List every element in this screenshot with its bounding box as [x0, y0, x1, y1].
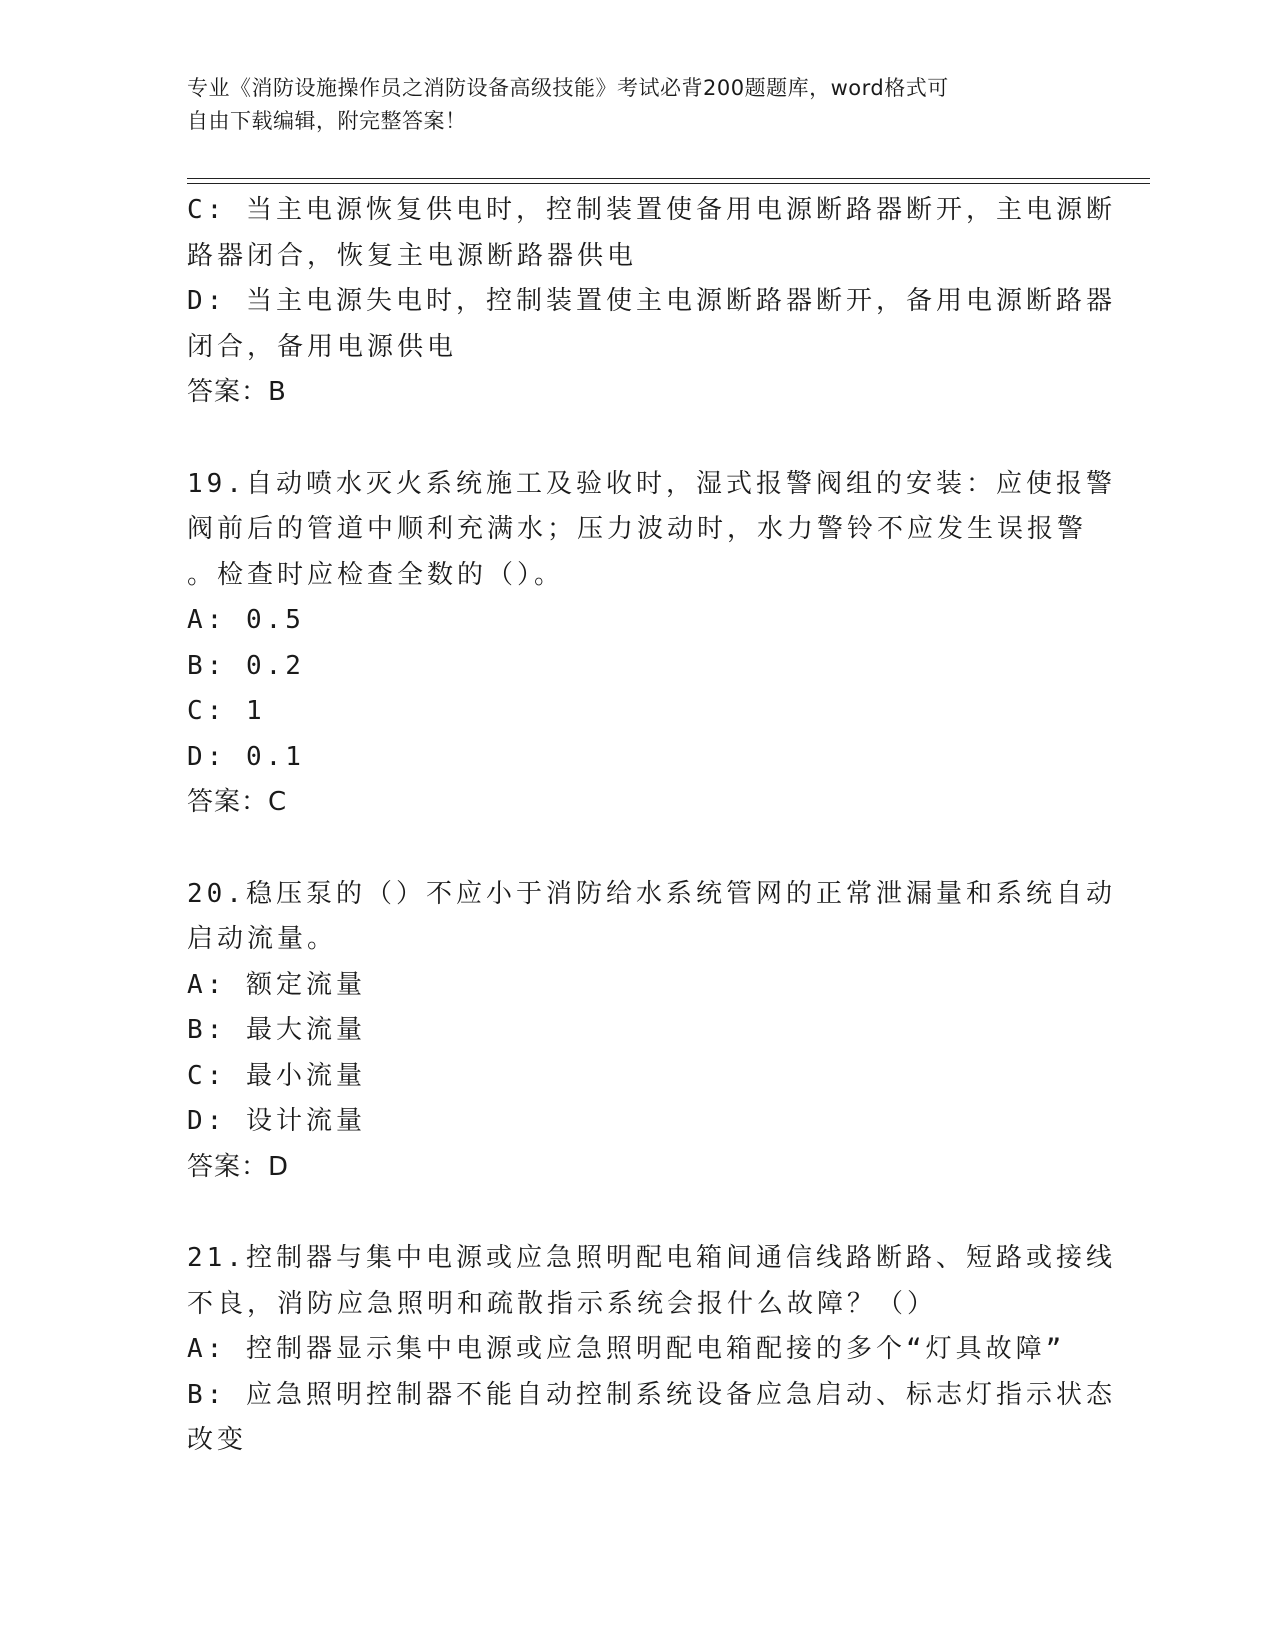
header-rule-top: [187, 178, 1150, 179]
option-c-line-1: C: 当主电源恢复供电时，控制装置使备用电源断路器断开，主电源断: [187, 195, 1116, 225]
option-b: B: 最大流量: [187, 1015, 366, 1045]
option-a: A: 额定流量: [187, 969, 366, 1000]
question-stem-line-2: 不良，消防应急照明和疏散指示系统会报什么故障？（）: [187, 1288, 938, 1319]
option-b-line-1: B: 应急照明控制器不能自动控制系统设备应急启动、标志灯指示状态: [187, 1379, 1116, 1410]
spacer: [187, 826, 1077, 872]
question-21: [187, 1236, 1116, 1464]
header-line-1: 专业《消防设施操作员之消防设备高级技能》考试必背200题题库，word格式可: [187, 76, 949, 100]
question-stem-line-2: 启动流量。: [187, 924, 338, 954]
question-19: [187, 462, 1116, 826]
question-stem-line-1: 19.自动喷水灭火系统施工及验收时，湿式报警阀组的安装：应使报警: [187, 468, 1116, 499]
question-stem-line-2: 阀前后的管道中顺利充满水；压力波动时，水力警铃不应发生误报警: [187, 514, 1088, 544]
option-c: C: 1: [187, 696, 266, 726]
question-stem-line-1: 20.稳压泵的（）不应小于消防给水系统管网的正常泄漏量和系统自动: [187, 878, 1116, 909]
answer-20: 答案：D: [187, 1151, 290, 1182]
option-c-line-2: 路器闭合，恢复主电源断路器供电: [187, 240, 638, 271]
header-rule-bottom: [187, 183, 1150, 184]
option-b: B: 0.2: [187, 650, 305, 681]
question-stem-line-1: 21.控制器与集中电源或应急照明配电箱间通信线路断路、短路或接线: [187, 1243, 1116, 1273]
option-c: C: 最小流量: [187, 1060, 366, 1091]
option-a: A: 控制器显示集中电源或应急照明配电箱配接的多个“灯具故障”: [187, 1334, 1066, 1364]
option-d-line-2: 闭合，备用电源供电: [187, 331, 458, 362]
option-d-line-1: D: 当主电源失电时，控制装置使主电源断路器断开，备用电源断路器: [187, 286, 1116, 316]
document-header: [187, 72, 1067, 138]
spacer: [187, 1190, 1077, 1236]
option-b-line-2: 改变: [187, 1425, 248, 1455]
option-a: A: 0.5: [187, 605, 305, 635]
spacer: [187, 416, 1077, 462]
question-stem-line-3: 。检查时应检查全数的（）。: [187, 559, 565, 590]
question-20: [187, 872, 1116, 1191]
option-d: D: 0.1: [187, 741, 305, 772]
header-line-2: 自由下载编辑，附完整答案！: [187, 109, 467, 133]
answer-18: 答案：B: [187, 377, 287, 407]
option-d: D: 设计流量: [187, 1106, 366, 1136]
answer-19: 答案：C: [187, 787, 288, 817]
question-content: [187, 188, 1116, 1464]
question-18: [187, 188, 1116, 416]
